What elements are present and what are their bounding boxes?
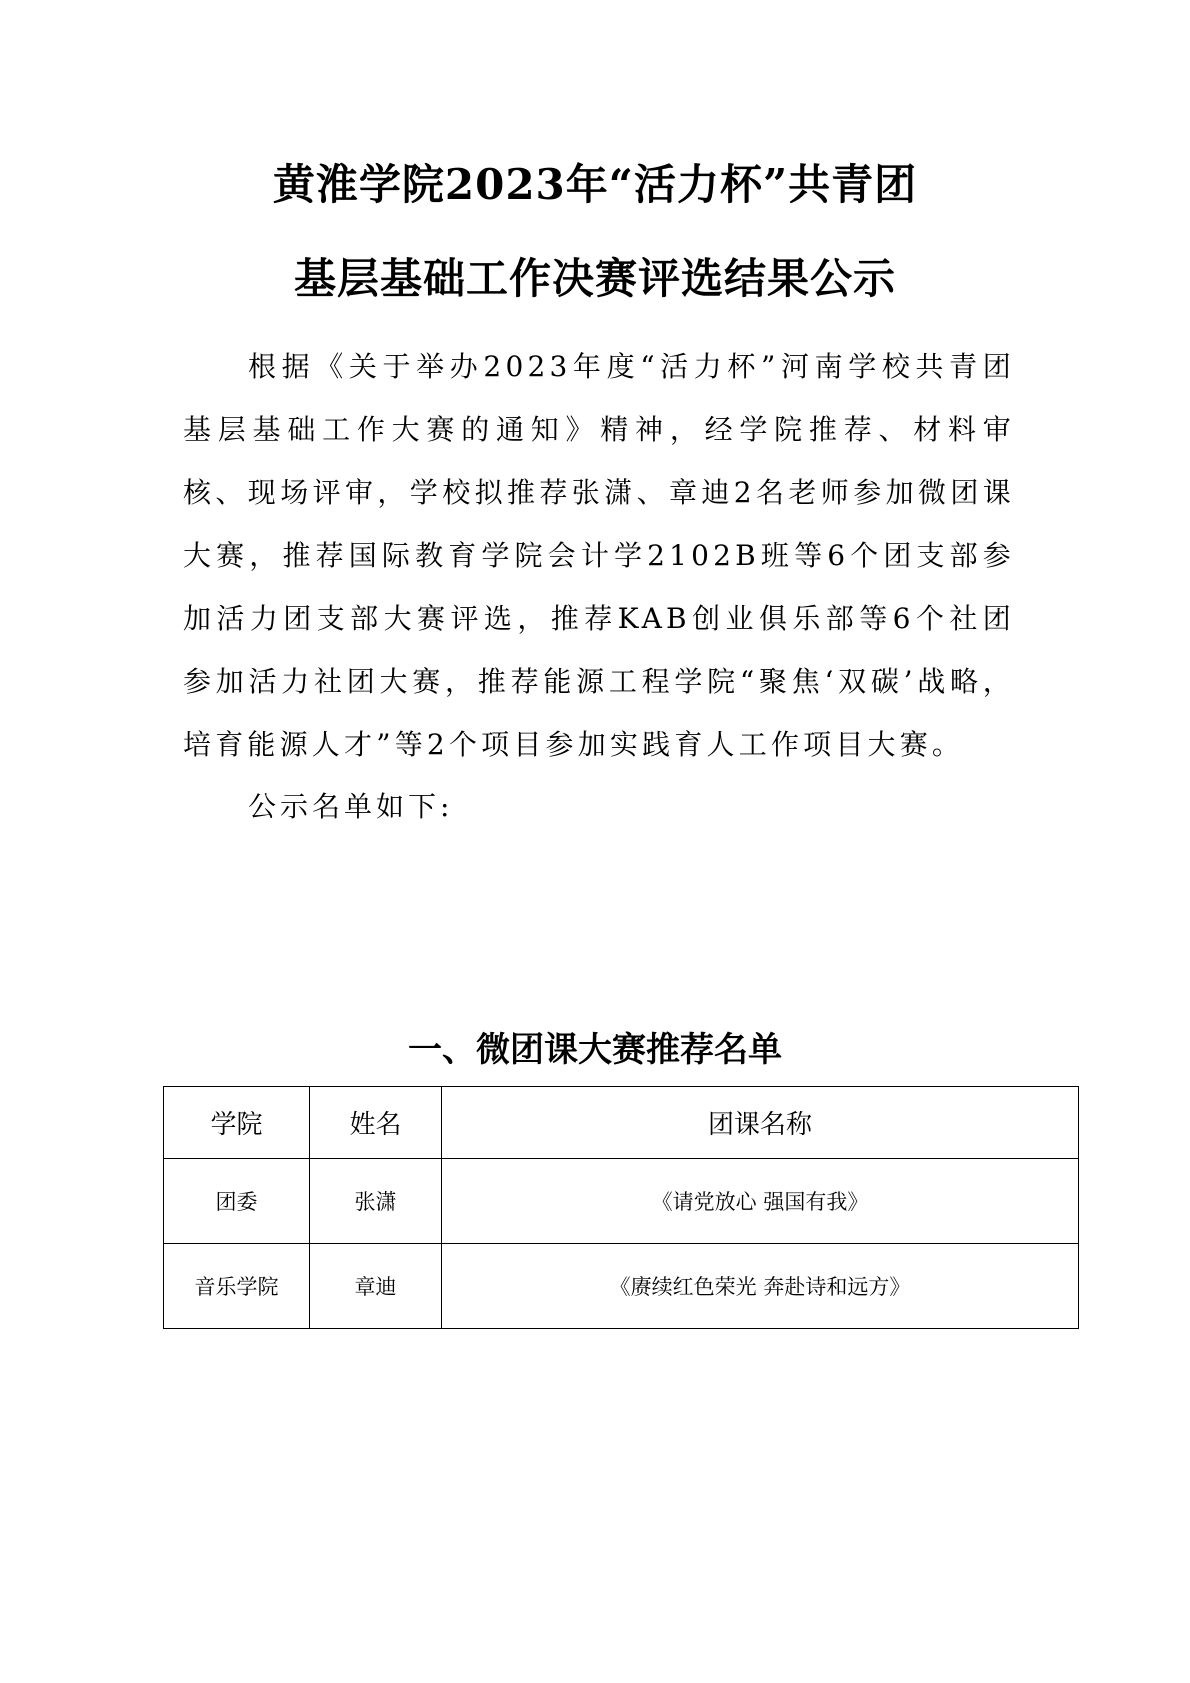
document-title-line-1: 黄淮学院2023年“活力杯”共青团 <box>272 160 918 209</box>
cell-course: 《赓续红色荣光 奔赴诗和远方》 <box>442 1244 1079 1329</box>
table-row <box>164 1244 1079 1329</box>
recommendation-table <box>163 1086 1079 1329</box>
section-heading: 一、微团课大赛推荐名单 <box>408 1030 782 1070</box>
document-title-line-2: 基层基础工作决赛评选结果公示 <box>293 254 896 303</box>
body-paragraph: 根据《关于举办2023年度“活力杯”河南学校共青团基层基础工作大赛的通知》精神，经学院推荐、材料审核、现场评审，学校拟推荐张潇、章迪2名老师参加微团课大赛，推荐国际教育学院会计学2102B班等6个团支部参加活力团支部大赛评选，推荐KAB创业俱乐部等6个社团参加活力社团大赛，推荐能源工程学院“聚焦‘双碳’战略，培育能源人才”等2个项目参加实践育人工作项目大赛。 <box>183 350 1015 761</box>
table-header-row <box>164 1087 1079 1159</box>
list-intro: 公示名单如下: <box>248 790 454 823</box>
cell-name: 章迪 <box>310 1244 442 1329</box>
table-row <box>164 1159 1079 1244</box>
cell-college: 音乐学院 <box>164 1244 310 1329</box>
cell-name: 张潇 <box>310 1159 442 1244</box>
header-course: 团课名称 <box>442 1087 1079 1159</box>
header-name: 姓名 <box>310 1087 442 1159</box>
header-college: 学院 <box>164 1087 310 1159</box>
cell-college: 团委 <box>164 1159 310 1244</box>
cell-course: 《请党放心 强国有我》 <box>442 1159 1079 1244</box>
